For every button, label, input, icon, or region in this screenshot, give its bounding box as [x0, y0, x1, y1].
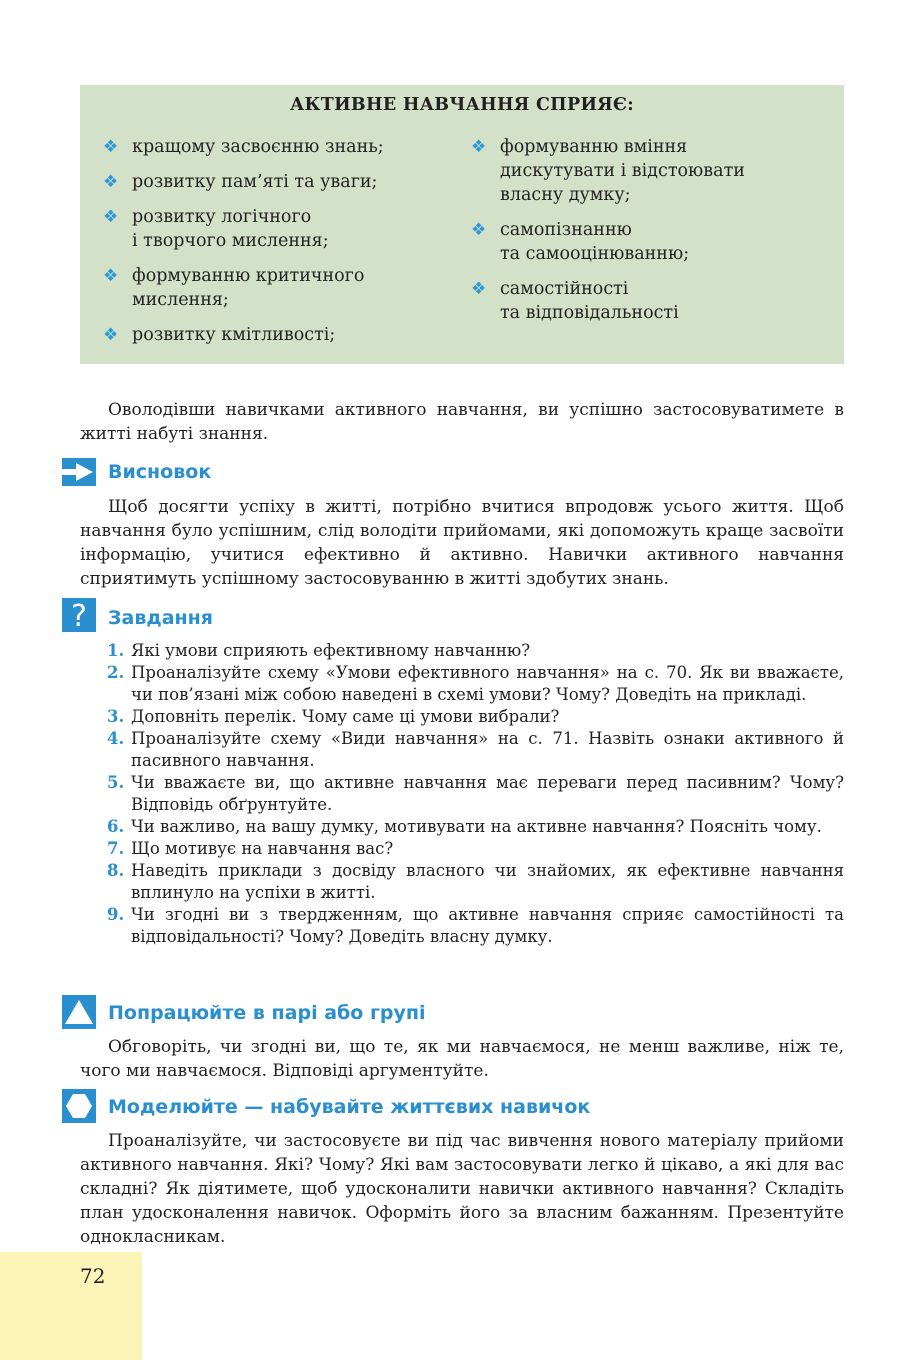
diamond-bullet-icon: ❖ — [471, 137, 487, 157]
conclusion-paragraph: Щоб досягти успіху в житті, потрібно вчитися впродовж усього життя. Щоб навчання було успішним, слід володіти прийомами, які допоможуть краще засвоїти інформацію, учитися ефективно й активно. Навички активного навчання сприятимуть успішному застосовуванню в житті здобутих знань. — [80, 497, 844, 589]
model-paragraph: Проаналізуйте, чи застосовуєте ви під час вивчення нового матеріалу прийоми активного навчання. Які? Чому? Які вам застосовувати легко й цікаво, а які для вас складні? Як діятимете, щоб удосконалити навички активного навчання? Складіть план удосконалення навичок. Оформіть його за власним бажанням. Презентуйте однокласникам. — [80, 1131, 844, 1247]
diamond-bullet-icon: ❖ — [103, 207, 119, 227]
task-item: 7. Що мотивує на навчання вас? — [107, 839, 394, 858]
tasks-list — [80, 640, 844, 948]
task-item: 4. Проаналізуйте схему «Види навчання» на с. 71. Назвіть ознаки активного й пасивного навчання. — [107, 729, 844, 770]
arrow-right-icon — [62, 458, 96, 486]
tasks-heading: Завдання — [108, 607, 213, 629]
diamond-bullet-icon: ❖ — [103, 325, 119, 345]
diamond-bullet-icon: ❖ — [471, 279, 487, 299]
box-left-column — [102, 135, 462, 347]
task-item: 1. Які умови сприяють ефективному навчанню? — [107, 641, 531, 660]
list-item: ❖ розвитку пам’яті та уваги; — [103, 172, 378, 192]
question-mark-icon — [62, 598, 96, 632]
diamond-bullet-icon: ❖ — [103, 266, 119, 286]
pair-work-paragraph: Обговоріть, чи згодні ви, що те, як ми навчаємося, не менш важливе, ніж те, чого ми навчаємося. Відповіді аргументуйте. — [80, 1037, 844, 1081]
box-right-column — [470, 135, 840, 325]
conclusion-heading: Висновок — [108, 461, 212, 483]
active-learning-box — [80, 85, 844, 364]
list-item: ❖ формуванню критичного мислення; — [103, 266, 365, 310]
diamond-bullet-icon: ❖ — [471, 220, 487, 240]
diamond-bullet-icon: ❖ — [103, 172, 119, 192]
hexagon-icon — [62, 1089, 96, 1123]
task-item: 3. Доповніть перелік. Чому саме ці умови вибрали? — [107, 707, 560, 726]
svg-text:?: ? — [71, 599, 87, 632]
list-item: ❖ розвитку кмітливості; — [103, 325, 336, 345]
task-item: 6. Чи важливо, на вашу думку, мотивувати на активне навчання? Поясніть чому. — [107, 817, 822, 836]
list-item: ❖ самостійності та відповідальності — [471, 279, 679, 323]
page-number: 72 — [80, 1264, 106, 1288]
task-item: 2. Проаналізуйте схему «Умови ефективного навчання» на с. 70. Як ви вважаєте, чи пов’язані між собою наведені в схемі умови? Чому? Доведіть на прикладі. — [107, 663, 844, 704]
task-item: 9. Чи згодні ви з твердженням, що активне навчання сприяє самостійності та відповідальності? Чому? Доведіть власну думку. — [107, 905, 844, 946]
triangle-icon — [62, 995, 96, 1029]
list-item: ❖ розвитку логічного і творчого мислення; — [103, 207, 329, 251]
intro-paragraph: Оволодівши навичками активного навчання, ви успішно застосовуватимете в житті набуті знання. — [80, 400, 844, 444]
list-item: ❖ формуванню вміння дискутувати і відстоювати власну думку; — [471, 137, 745, 205]
model-heading: Моделюйте — набувайте життєвих навичок — [108, 1096, 591, 1118]
list-item: ❖ самопізнанню та самооцінюванню; — [471, 220, 690, 264]
box-title: АКТИВНЕ НАВЧАННЯ СПРИЯЄ: — [289, 95, 635, 115]
pair-work-heading: Попрацюйте в парі або групі — [108, 1002, 426, 1024]
page-number-tab — [0, 1252, 142, 1360]
task-item: 5. Чи вважаєте ви, що активне навчання має переваги перед пасивним? Чому? Відповідь обґрунтуйте. — [107, 773, 844, 814]
list-item: ❖ кращому засвоєнню знань; — [103, 137, 384, 157]
diamond-bullet-icon: ❖ — [103, 137, 119, 157]
task-item: 8. Наведіть приклади з досвіду власного чи знайомих, як ефективне навчання вплинуло на успіхи в житті. — [107, 861, 844, 902]
